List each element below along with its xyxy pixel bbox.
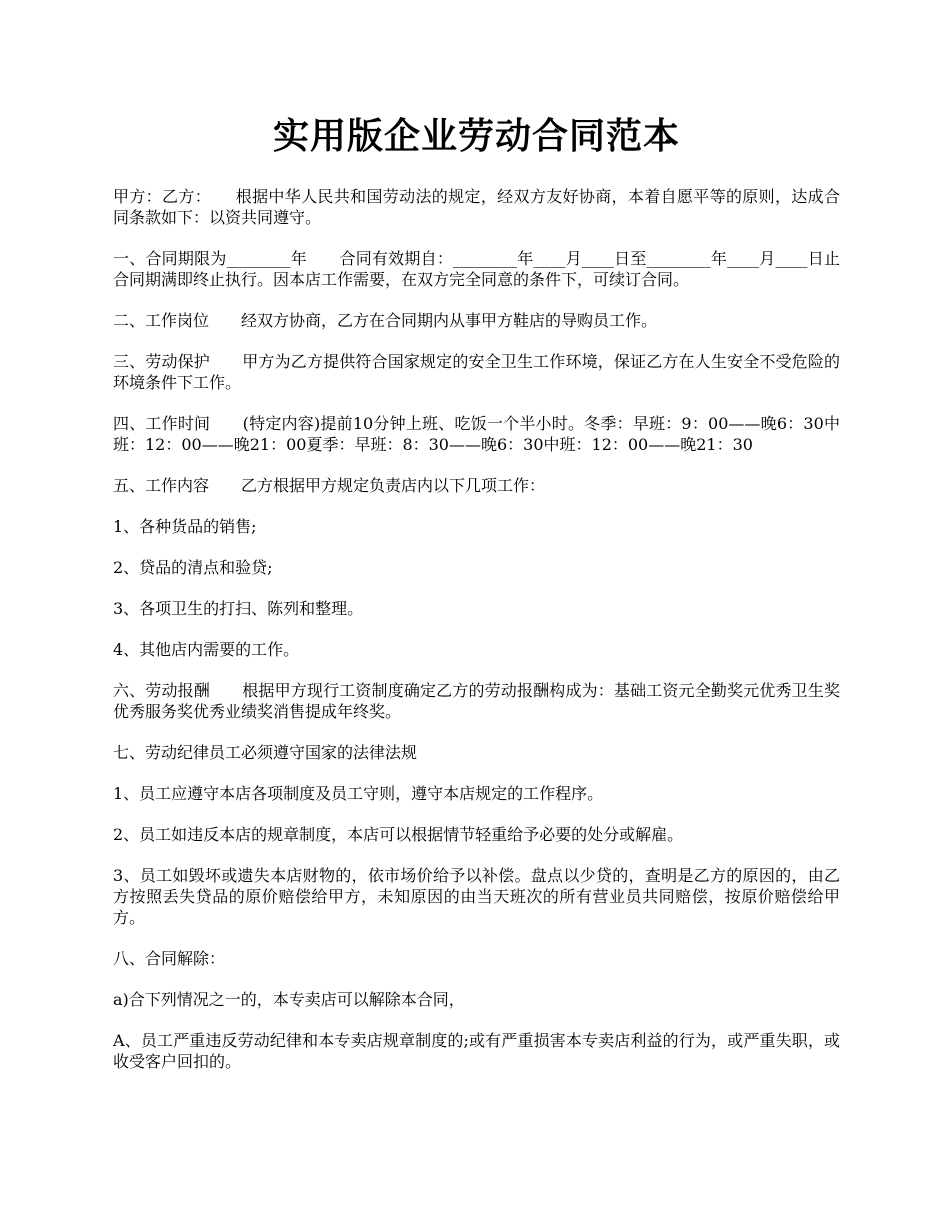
paragraph-contract-term: 一、合同期限为________年 合同有效期自：________年____月____日至________年____月____日止合同期满即终止执行。因本店工作需要，在双方完全同意的条件下，可续订合同。 xyxy=(113,249,840,289)
paragraph-labor-discipline: 七、劳动纪律员工必须遵守国家的法律法规 xyxy=(113,743,418,762)
list-item: 4、其他店内需要的工作。 xyxy=(113,640,300,659)
document-title: 实用版企业劳动合同范本 xyxy=(272,115,680,157)
document-page xyxy=(113,110,840,1092)
list-item: A、员工严重违反劳动纪律和本专卖店规章制度的;或有严重损害本专卖店利益的行为，或严重失职，或收受客户回扣的。 xyxy=(113,1031,840,1071)
list-item: 2、贷品的清点和验贷; xyxy=(113,558,273,577)
list-item: 3、各项卫生的打扫、陈列和整理。 xyxy=(113,599,364,618)
paragraph-working-hours: 四、工作时间 (特定内容)提前10分钟上班、吃饭一个半小时。冬季：早班：9：00——晚6：30中班：12：00——晚21：00夏季：早班：8：30——晚6：30中班：12：00——晚21：30 xyxy=(113,414,840,454)
paragraph-contract-termination: 八、合同解除： xyxy=(113,949,226,968)
list-item: 3、员工如毁坏或遗失本店财物的，依市场价给予以补偿。盘点以少贷的，查明是乙方的原因的，由乙方按照丢失贷品的原价赔偿给甲方，未知原因的由当天班次的所有营业员共同赔偿，按原价赔偿给甲方。 xyxy=(113,866,840,927)
paragraph-labor-protection: 三、劳动保护 甲方为乙方提供符合国家规定的安全卫生工作环境，保证乙方在人生安全不受危险的环境条件下工作。 xyxy=(113,352,840,392)
list-item: 1、员工应遵守本店各项制度及员工守则，遵守本店规定的工作程序。 xyxy=(113,784,604,803)
paragraph-job-content: 五、工作内容 乙方根据甲方规定负责店内以下几项工作： xyxy=(113,476,546,495)
paragraph-preamble: 甲方：乙方： 根据中华人民共和国劳动法的规定，经双方友好协商，本着自愿平等的原则，达成合同条款如下：以资共同遵守。 xyxy=(113,187,840,227)
list-item: 1、各种货品的销售; xyxy=(113,517,257,536)
paragraph-job-position: 二、工作岗位 经双方协商，乙方在合同期内从事甲方鞋店的导购员工作。 xyxy=(113,311,658,330)
paragraph-remuneration: 六、劳动报酬 根据甲方现行工资制度确定乙方的劳动报酬构成为：基础工资元全勤奖元优秀卫生奖优秀服务奖优秀业绩奖消售提成年终奖。 xyxy=(113,681,840,721)
list-item: 2、员工如违反本店的规章制度，本店可以根据情节轻重给予必要的处分或解雇。 xyxy=(113,825,684,844)
list-item: a)合下列情况之一的，本专卖店可以解除本合同， xyxy=(113,990,465,1009)
